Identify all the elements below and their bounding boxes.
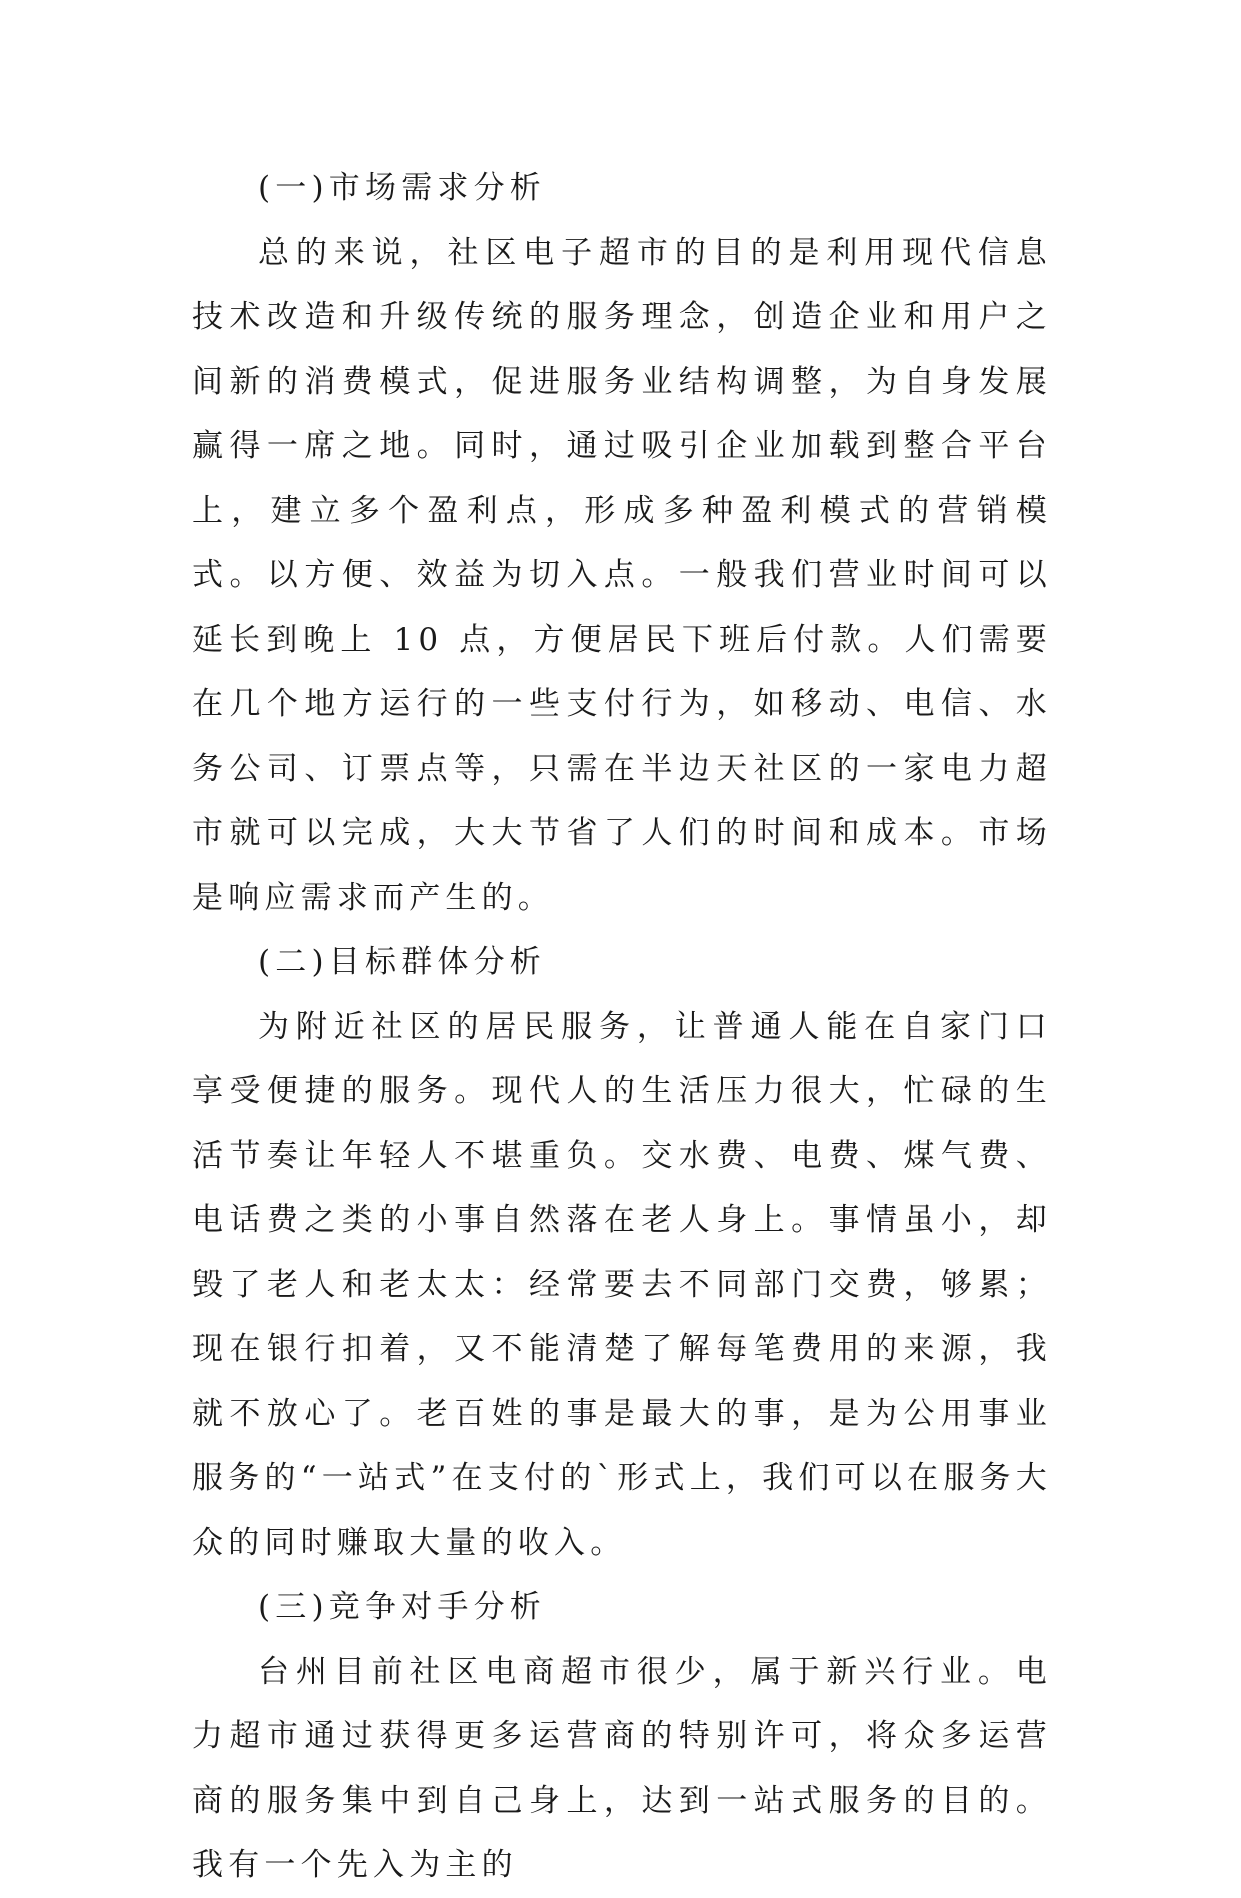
section-heading: (三)竞争对手分析 (258, 1589, 546, 1625)
section-heading: (一)市场需求分析 (258, 170, 546, 206)
document-body (192, 156, 1052, 1898)
section-market-demand (192, 156, 1052, 930)
section-paragraph: 总的来说，社区电子超市的目的是利用现代信息技术改造和升级传统的服务理念，创造企业和用户之间新的消费模式，促进服务业结构调整，为自身发展赢得一席之地。同时，通过吸引企业加载到整合平台上，建立多个盈利点，形成多种盈利模式的营销模式。以方便、效益为切入点。一般我们营业时间可以延长到晚上 10 点，方便居民下班后付款。人们需要在几个地方运行的一些支付行为，如移动、电信、水务公司、订票点等，只需在半边天社区的一家电力超市就可以完成，大大节省了人们的时间和成本。市场是响应需求而产生的。 (192, 234, 1052, 916)
section-paragraph: 为附近社区的居民服务，让普通人能在自家门口享受便捷的服务。现代人的生活压力很大，忙碌的生活节奏让年轻人不堪重负。交水费、电费、煤气费、电话费之类的小事自然落在老人身上。事情虽小，却毁了老人和老太太：经常要去不同部门交费，够累；现在银行扣着，又不能清楚了解每笔费用的来源，我就不放心了。老百姓的事是最大的事，是为公用事业服务的“一站式”在支付的`形式上，我们可以在服务大众的同时赚取大量的收入。 (192, 1008, 1052, 1561)
section-competitor (192, 1575, 1052, 1898)
section-paragraph: 台州目前社区电商超市很少，属于新兴行业。电力超市通过获得更多运营商的特别许可，将众多运营商的服务集中到自己身上，达到一站式服务的目的。我有一个先入为主的 (192, 1653, 1052, 1883)
section-target-group (192, 930, 1052, 1575)
section-heading: (二)目标群体分析 (258, 944, 546, 980)
